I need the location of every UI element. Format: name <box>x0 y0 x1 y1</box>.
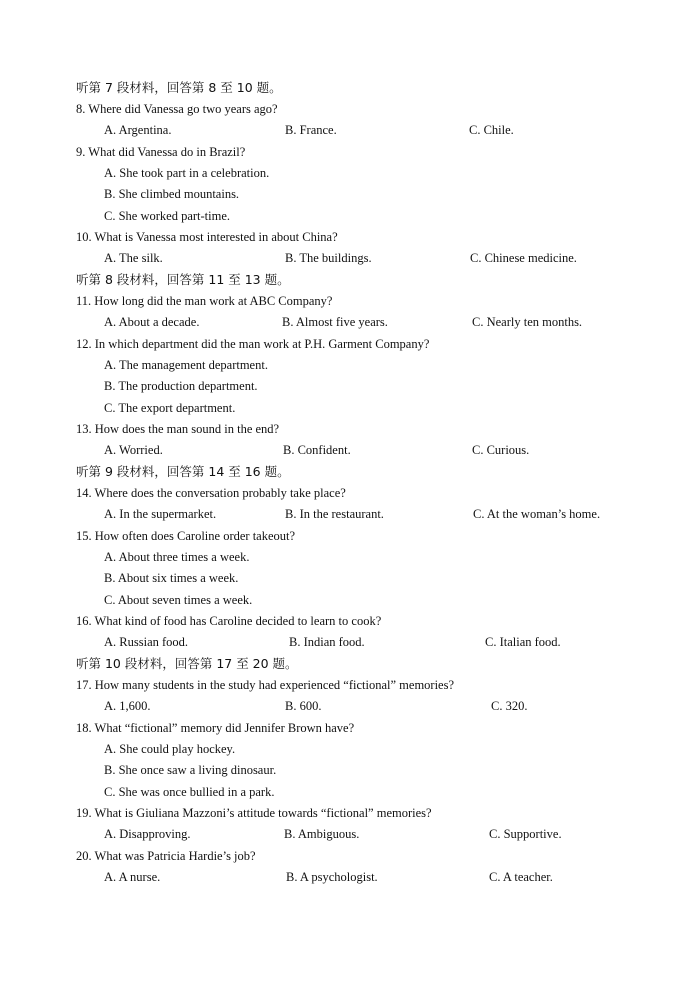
option-13b: B. Confident. <box>283 443 351 457</box>
option-19a: A. Disapproving. <box>104 827 191 841</box>
option-11a: A. About a decade. <box>104 315 200 329</box>
question-8: 8. Where did Vanessa go two years ago? <box>76 102 278 116</box>
option-14c: C. At the woman’s home. <box>473 507 601 521</box>
option-16c: C. Italian food. <box>485 635 561 649</box>
question-14: 14. Where does the conversation probably take place? <box>76 486 346 500</box>
option-8c: C. Chile. <box>469 123 514 137</box>
option-10b: B. The buildings. <box>285 251 372 265</box>
question-9: 9. What did Vanessa do in Brazil? <box>76 145 246 159</box>
question-15: 15. How often does Caroline order takeout? <box>76 529 296 543</box>
option-15b: B. About six times a week. <box>104 571 239 585</box>
option-9b: B. She climbed mountains. <box>104 187 240 201</box>
option-19c: C. Supportive. <box>489 827 562 841</box>
option-12a: A. The management department. <box>104 358 268 372</box>
option-17a: A. 1,600. <box>104 699 151 713</box>
option-20c: C. A teacher. <box>489 870 553 884</box>
section-heading-10: 听第 10 段材料，回答第 17 至 20 题。 <box>76 656 298 671</box>
option-8b: B. France. <box>285 123 337 137</box>
option-11b: B. Almost five years. <box>282 315 388 329</box>
option-18b: B. She once saw a living dinosaur. <box>104 763 277 777</box>
option-11c: C. Nearly ten months. <box>472 315 583 329</box>
option-10c: C. Chinese medicine. <box>470 251 577 265</box>
section-heading-7: 听第 7 段材料，回答第 8 至 10 题。 <box>76 80 282 95</box>
option-14b: B. In the restaurant. <box>285 507 384 521</box>
option-13c: C. Curious. <box>472 443 530 457</box>
option-17c: C. 320. <box>491 699 528 713</box>
question-10: 10. What is Vanessa most interested in about China? <box>76 230 338 244</box>
question-18: 18. What “fictional” memory did Jennifer Brown have? <box>76 721 355 735</box>
question-19: 19. What is Giuliana Mazzoni’s attitude towards “fictional” memories? <box>76 806 432 820</box>
option-12b: B. The production department. <box>104 379 258 393</box>
option-17b: B. 600. <box>285 699 322 713</box>
option-13a: A. Worried. <box>104 443 163 457</box>
option-18c: C. She was once bullied in a park. <box>104 785 275 799</box>
question-20: 20. What was Patricia Hardie’s job? <box>76 849 256 863</box>
question-16: 16. What kind of food has Caroline decided to learn to cook? <box>76 614 382 628</box>
option-8a: A. Argentina. <box>104 123 172 137</box>
question-13: 13. How does the man sound in the end? <box>76 422 280 436</box>
section-heading-8: 听第 8 段材料，回答第 11 至 13 题。 <box>76 272 290 287</box>
question-11: 11. How long did the man work at ABC Company? <box>76 294 333 308</box>
option-14a: A. In the supermarket. <box>104 507 217 521</box>
section-heading-9: 听第 9 段材料，回答第 14 至 16 题。 <box>76 464 290 479</box>
option-20b: B. A psychologist. <box>286 870 378 884</box>
option-9a: A. She took part in a celebration. <box>104 166 270 180</box>
option-19b: B. Ambiguous. <box>284 827 360 841</box>
option-16b: B. Indian food. <box>289 635 365 649</box>
option-20a: A. A nurse. <box>104 870 161 884</box>
option-10a: A. The silk. <box>104 251 163 265</box>
question-17: 17. How many students in the study had experienced “fictional” memories? <box>76 678 455 692</box>
option-16a: A. Russian food. <box>104 635 189 649</box>
option-12c: C. The export department. <box>104 401 236 415</box>
option-9c: C. She worked part-time. <box>104 209 231 223</box>
option-18a: A. She could play hockey. <box>104 742 236 756</box>
question-12: 12. In which department did the man work at P.H. Garment Company? <box>76 337 430 351</box>
option-15a: A. About three times a week. <box>104 550 250 564</box>
option-15c: C. About seven times a week. <box>104 593 253 607</box>
